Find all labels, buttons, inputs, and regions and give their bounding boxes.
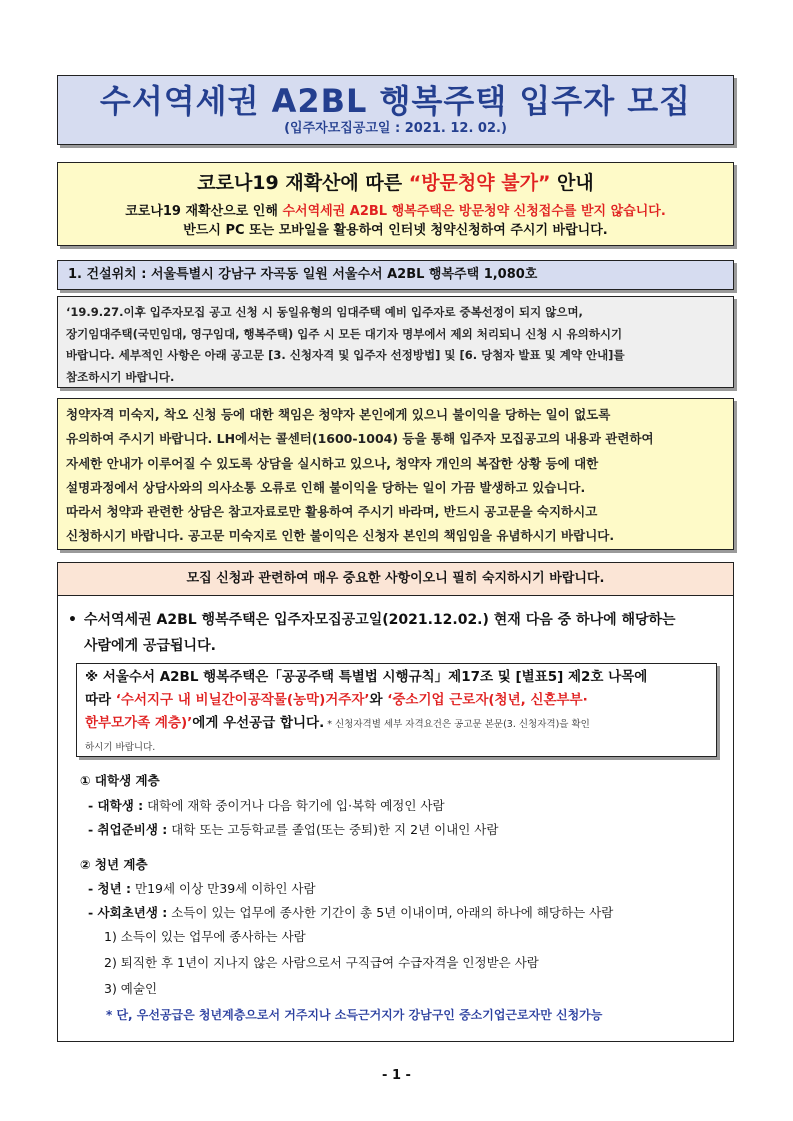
warning-line: 자세한 안내가 이루어질 수 있도록 상담을 실시하고 있으나, 청약자 개인의 복잡한 상황 등에 대한 — [66, 455, 599, 471]
priority-highlight-2: ‘중소기업 근로자(청년, 신혼부부· — [387, 692, 588, 708]
page-number: - 1 - — [382, 1068, 411, 1083]
priority-line-1: ※ 서울수서 A2BL 행복주택은「공공주택 특별법 시행규칙」제17조 및 [별표5] 제2호 나목에 — [85, 669, 648, 685]
covid-heading — [58, 171, 733, 195]
sub-item: 1) 소득이 있는 업무에 종사하는 사람 — [104, 929, 306, 944]
notice-line: 장기임대주택(국민임대, 영구임대, 행복주택) 입주 시 모든 대기자 명부에서 제외 처리되니 신청 시 유의하시기 — [66, 326, 623, 341]
priority-small-note-cont: 하시기 바랍니다. — [85, 742, 156, 753]
covid-line-1 — [58, 202, 733, 221]
bullet-line-2: 사람에게 공급됩니다. — [84, 638, 216, 654]
notice-line: ‘19.9.27.이후 입주자모집 공고 신청 시 동일유형의 임대주택 예비 입주자로 중복선정이 되지 않으며, — [66, 305, 583, 319]
notice-line: 참조하시기 바랍니다. — [66, 369, 175, 384]
section-youth: ② 청년 계층 — [80, 857, 148, 872]
priority-highlight-3: 한부모가족 계층)’ — [85, 715, 193, 731]
eligibility-heading: 모집 신청과 관련하여 매우 중요한 사항이오니 필히 숙지하시기 바랍니다. — [58, 563, 733, 596]
priority-line-2-c: 와 — [369, 692, 388, 708]
priority-line-2 — [85, 689, 708, 712]
bullet-icon: • — [68, 612, 77, 628]
list-item — [88, 820, 498, 838]
warning-line: 따라서 청약과 관련한 상담은 참고자료로만 활용하여 주시기 바라며, 반드시 공고문을 숙지하시고 — [66, 504, 598, 520]
priority-small-note: * 신청자격별 세부 자격요건은 공고문 본문(3. 신청자격)을 확인 — [324, 719, 590, 730]
list-item — [88, 903, 613, 921]
list-item — [88, 879, 316, 897]
priority-line-3 — [85, 712, 708, 736]
duplicate-selection-notice — [57, 296, 734, 388]
covid-notice — [57, 162, 734, 246]
sub-item: 2) 퇴직한 후 1년이 지나지 않은 사람으로서 구직급여 수급자격을 인정받은 사람 — [104, 955, 539, 970]
construction-location: 1. 건설위치 : 서울특별시 강남구 자곡동 일원 서울수서 A2BL 행복주택 1,080호 — [57, 260, 734, 290]
notice-line: 바랍니다. 세부적인 사항은 아래 공고문 [3. 신청자격 및 입주자 선정방법] 및 [6. 당첨자 발표 및 계약 안내]를 — [66, 348, 625, 362]
item-label: - 대학생 : — [88, 798, 144, 813]
item-label: - 청년 : — [88, 881, 132, 896]
item-label: - 취업준비생 : — [88, 822, 168, 837]
covid-heading-part-3: 안내 — [550, 172, 594, 194]
priority-line-2-a: 따라 — [85, 692, 116, 708]
section-university: ① 대학생 계층 — [80, 773, 160, 788]
covid-heading-part-1: 코로나19 재확산에 따른 — [197, 172, 409, 194]
list-item — [88, 796, 445, 814]
warning-line: 설명과정에서 상담사와의 의사소통 오류로 인해 불이익을 당하는 일이 가끔 발생하고 있습니다. — [66, 479, 586, 495]
responsibility-warning — [57, 398, 734, 550]
warning-line: 유의하여 주시기 바랍니다. LH에서는 콜센터(1600-1004) 등을 통해 입주자 모집공고의 내용과 관련하여 — [66, 431, 654, 447]
priority-highlight-1: ‘수서지구 내 비닐간이공작물(농막)거주자’ — [115, 692, 370, 708]
covid-line-1-highlight: 수서역세권 A2BL 행복주택은 방문청약 신청접수를 받지 않습니다. — [282, 204, 666, 219]
priority-note: * 단, 우선공급은 청년계층으로서 거주지나 소득근거지가 강남구인 중소기업근로자만 신청가능 — [106, 1008, 603, 1022]
item-text: 만19세 이상 만39세 이하인 사람 — [131, 881, 316, 896]
item-text: 대학 또는 고등학교를 졸업(또는 중퇴)한 지 2년 이내인 사람 — [167, 822, 499, 837]
eligibility-section — [57, 562, 734, 1042]
warning-line: 신청하시기 바랍니다. 공고문 미숙지로 인한 불이익은 신청자 본인의 책임임을 유념하시기 바랍니다. — [66, 528, 615, 544]
supply-target-bullet — [68, 607, 723, 659]
warning-line: 청약자격 미숙지, 착오 신청 등에 대한 책임은 청약자 본인에게 있으니 불이익을 당하는 일이 없도록 — [66, 407, 611, 422]
covid-line-1-prefix: 코로나19 재확산으로 인해 — [125, 204, 283, 219]
page-title: 수서역세권 A2BL 행복주택 입주자 모집 — [99, 82, 692, 120]
sub-item: 3) 예술인 — [104, 981, 158, 996]
bullet-line-1: 수서역세권 A2BL 행복주택은 입주자모집공고일(2021.12.02.) 현재 다음 중 하나에 해당하는 — [84, 612, 676, 628]
item-label: - 사회초년생 : — [88, 905, 168, 920]
covid-line-2: 반드시 PC 또는 모바일을 활용하여 인터넷 청약신청하여 주시기 바랍니다. — [183, 223, 608, 238]
item-text: 소득이 있는 업무에 종사한 기간이 총 5년 이내이며, 아래의 하나에 해당하는 사람 — [167, 905, 614, 920]
title-banner — [57, 75, 734, 145]
covid-heading-highlight: “방문청약 불가” — [408, 172, 551, 194]
priority-line-3-b: 에게 우선공급 합니다. — [192, 715, 325, 731]
announcement-date: (입주자모집공고일 : 2021. 12. 02.) — [284, 121, 507, 136]
item-text: 대학에 재학 중이거나 다음 학기에 입·복학 예정인 사람 — [143, 798, 445, 813]
priority-supply-box — [76, 663, 717, 757]
